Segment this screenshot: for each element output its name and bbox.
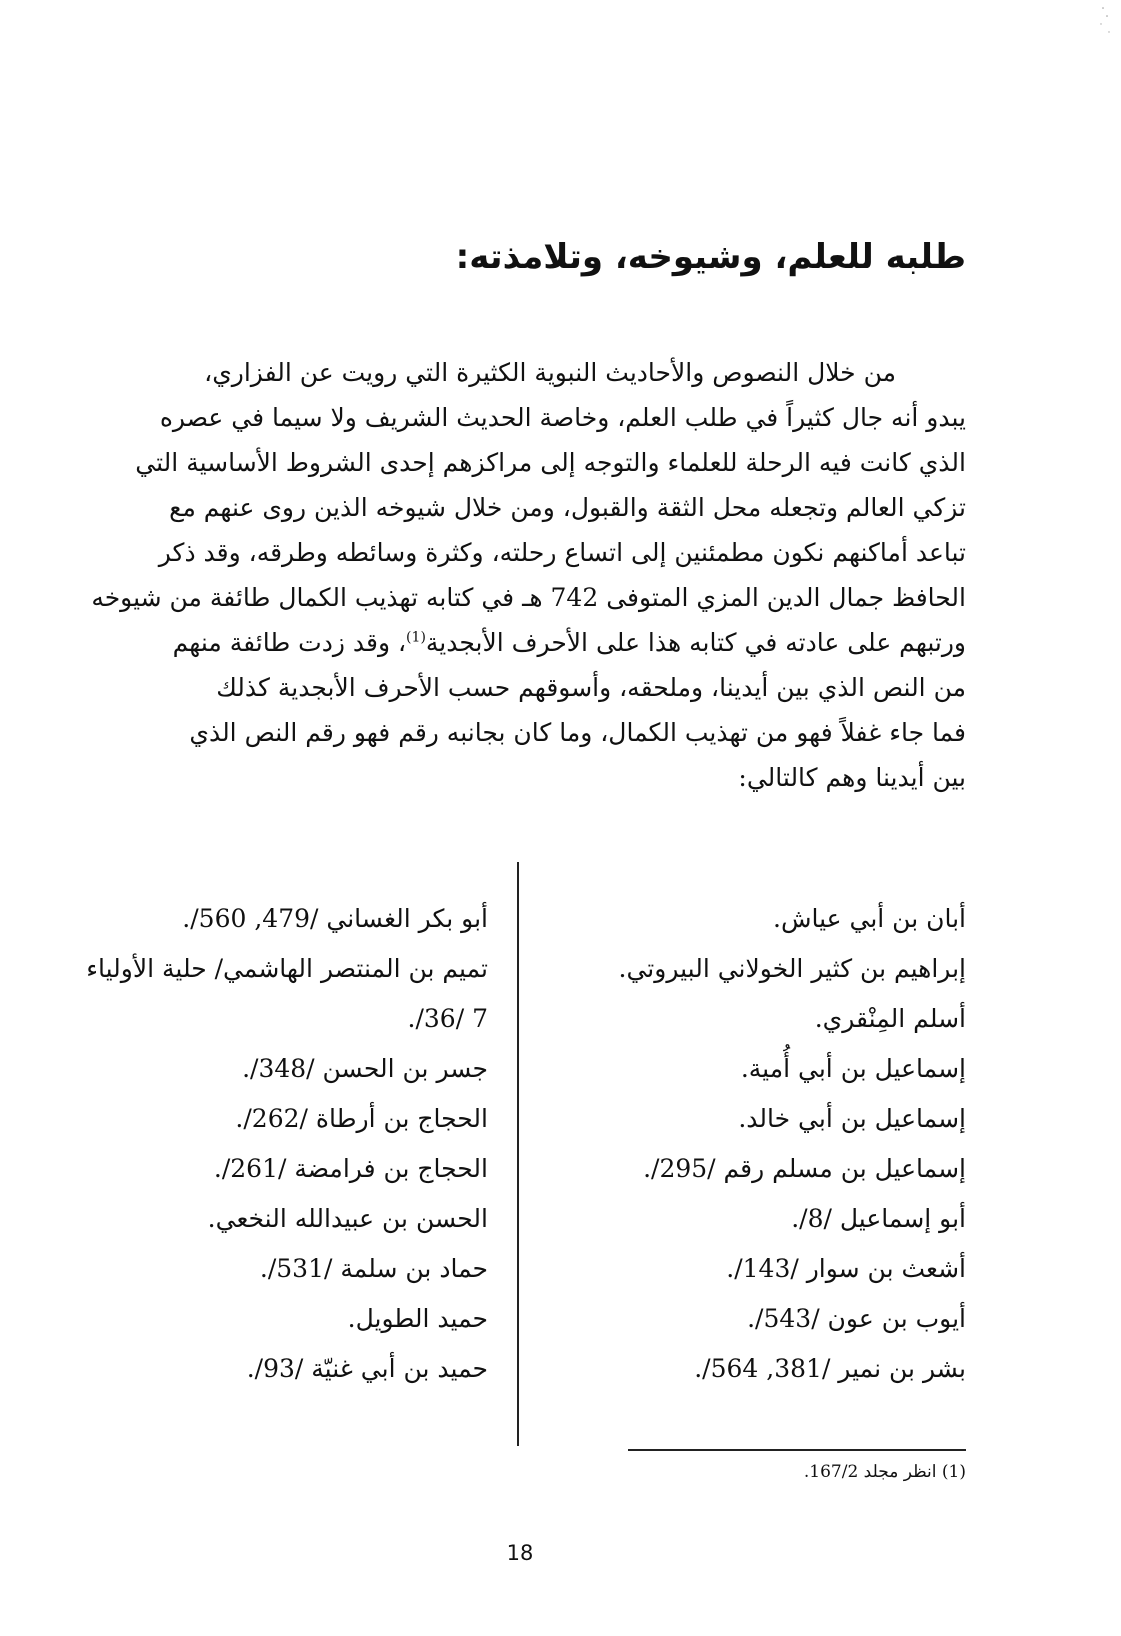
list-item: الحجاج بن أرطاة /262/. — [235, 1104, 488, 1133]
section-heading: طلبه للعلم، وشيوخه، وتلامذته: — [455, 237, 966, 277]
footnote-rule — [628, 1449, 966, 1451]
list-item: الحجاج بن فرامضة /261/. — [213, 1154, 488, 1183]
paragraph-line: بين أيدينا وهم كالتالي: — [738, 763, 966, 792]
column-divider — [517, 862, 519, 1446]
list-item: إبراهيم بن كثير الخولاني البيروتي. — [618, 954, 966, 983]
paragraph-line: من النص الذي بين أيدينا، وملحقه، وأسوقهم حسب الأحرف الأبجدية كذلك — [216, 673, 966, 702]
paragraph-line: الحافظ جمال الدين المزي المتوفى 742 هـ في كتابه تهذيب الكمال طائفة من شيوخه — [91, 583, 966, 612]
paragraph-line: تزكي العالم وتجعله محل الثقة والقبول، ومن خلال شيوخه الذين روى عنهم مع — [169, 493, 966, 522]
list-item: حميد بن أبي غنيّة /93/. — [246, 1354, 488, 1383]
paragraph-line: الذي كانت فيه الرحلة للعلماء والتوجه إلى مراكزهم إحدى الشروط الأساسية التي — [135, 448, 966, 477]
list-item: أبو إسماعيل /8/. — [791, 1204, 966, 1233]
page-number: 18 — [506, 1541, 534, 1565]
list-item: إسماعيل بن أبي أُمية. — [740, 1054, 966, 1083]
paragraph-line: فما جاء غفلاً فهو من تهذيب الكمال، وما كان بجانبه رقم فهو رقم النص الذي — [189, 718, 966, 747]
paragraph-line-with-footnote — [78, 620, 966, 665]
list-item: تميم بن المنتصر الهاشمي/ حلية الأولياء 7 /36/. — [86, 954, 488, 1033]
scan-speck-marks — [1083, 4, 1113, 44]
paragraph-line: يبدو أنه جال كثيراً في طلب العلم، وخاصة الحديث الشريف ولا سيما في عصره — [159, 403, 966, 432]
teachers-list-left — [78, 894, 488, 1394]
list-item: الحسن بن عبيدالله النخعي. — [207, 1204, 488, 1233]
paragraph-line: ورتبهم على عادته في كتابه هذا على الأحرف الأبجدية — [425, 628, 966, 657]
list-item: إسماعيل بن أبي خالد. — [738, 1104, 966, 1133]
list-item: أيوب بن عون /543/. — [747, 1304, 966, 1333]
teachers-list-right — [586, 894, 966, 1394]
list-item: أسلم المِنْقري. — [814, 1004, 966, 1033]
footnote: (1) انظر مجلد 167/2. — [803, 1462, 966, 1482]
footnote-reference[interactable]: (1) — [406, 629, 426, 646]
paragraph-line-tail: ، وقد زدت طائفة منهم — [172, 628, 407, 657]
paragraph-line: من خلال النصوص والأحاديث النبوية الكثيرة التي رويت عن الفزاري، — [204, 358, 896, 387]
paragraph-line: تباعد أماكنهم نكون مطمئنين إلى اتساع رحلته، وكثرة وسائطه وطرقه، وقد ذكر — [158, 538, 966, 567]
list-item: حميد الطويل. — [347, 1304, 488, 1333]
list-item: إسماعيل بن مسلم رقم /295/. — [643, 1154, 966, 1183]
list-item: أشعث بن سوار /143/. — [726, 1254, 966, 1283]
body-paragraph — [78, 350, 966, 800]
list-item: جسر بن الحسن /348/. — [242, 1054, 488, 1083]
list-item: أبو بكر الغساني /479, 560/. — [182, 904, 488, 933]
list-item: حماد بن سلمة /531/. — [259, 1254, 488, 1283]
list-item: أبان بن أبي عياش. — [773, 904, 966, 933]
list-item: بشر بن نمير /381, 564/. — [694, 1354, 966, 1383]
